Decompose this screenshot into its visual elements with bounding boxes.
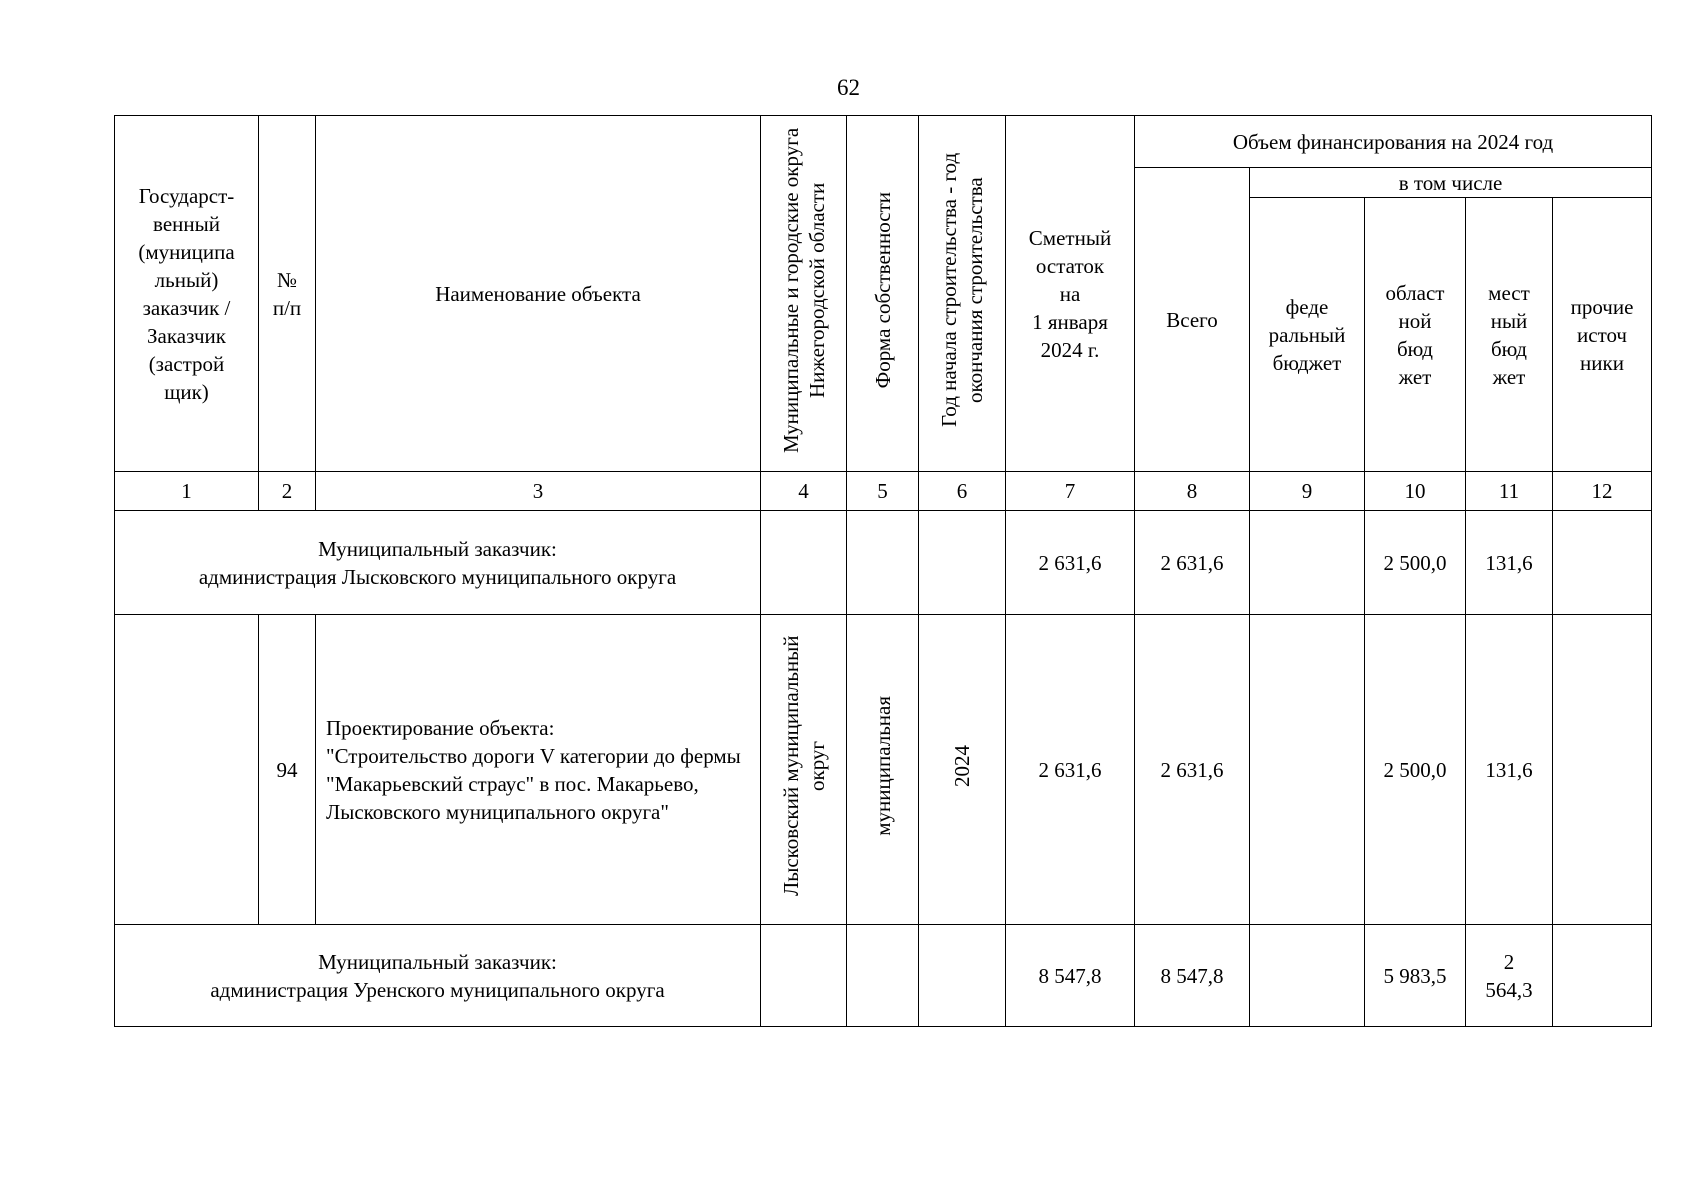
customer-row-uren bbox=[115, 925, 1652, 1027]
cell-federal bbox=[1250, 615, 1365, 925]
column-number: 3 bbox=[316, 472, 761, 511]
column-number: 2 bbox=[259, 472, 316, 511]
cell-regional: 2 500,0 bbox=[1365, 511, 1466, 615]
cell-federal bbox=[1250, 925, 1365, 1027]
column-number: 1 bbox=[115, 472, 259, 511]
header-number: № п/п bbox=[259, 116, 316, 472]
customer-row-lyskovo bbox=[115, 511, 1652, 615]
customer-label: Муниципальный заказчик: администрация Уренского муниципального округа bbox=[115, 925, 761, 1027]
column-number: 7 bbox=[1006, 472, 1135, 511]
cell-years-label: 2024 bbox=[950, 745, 974, 787]
cell-estimated-balance: 8 547,8 bbox=[1006, 925, 1135, 1027]
column-number: 5 bbox=[847, 472, 919, 511]
header-federal-budget: феде ральный бюджет bbox=[1250, 198, 1365, 472]
cell-number: 94 bbox=[259, 615, 316, 925]
column-number: 11 bbox=[1466, 472, 1553, 511]
header-regional-budget: област ной бюд жет bbox=[1365, 198, 1466, 472]
column-number: 9 bbox=[1250, 472, 1365, 511]
cell-district-label: Лысковский муниципальный округ bbox=[778, 635, 829, 897]
cell-other bbox=[1553, 615, 1652, 925]
header-municipal-district-label: Муниципальные и городские округа Нижегородской области bbox=[778, 127, 829, 453]
cell-district bbox=[761, 925, 847, 1027]
cell-total: 8 547,8 bbox=[1135, 925, 1250, 1027]
cell-district bbox=[761, 615, 847, 925]
header-ownership-form-label: Форма собственности bbox=[870, 191, 895, 389]
header-construction-years bbox=[919, 116, 1006, 472]
cell-customer bbox=[115, 615, 259, 925]
cell-ownership-label: муниципальная bbox=[870, 696, 895, 836]
cell-total: 2 631,6 bbox=[1135, 615, 1250, 925]
cell-local: 2 564,3 bbox=[1466, 925, 1553, 1027]
cell-years bbox=[919, 925, 1006, 1027]
page-number: 62 bbox=[837, 75, 860, 100]
header-construction-years-label: Год начала строительства - год окончания строительства bbox=[937, 152, 987, 428]
cell-object-name: Проектирование объекта: "Строительство дороги V категории до фермы "Макарьевский страус" в пос. Макарьево, Лысковского муниципального округа" bbox=[316, 615, 761, 925]
cell-regional: 5 983,5 bbox=[1365, 925, 1466, 1027]
cell-district bbox=[761, 511, 847, 615]
column-numbers-row bbox=[115, 472, 1652, 511]
object-row-94 bbox=[115, 615, 1652, 925]
cell-estimated-balance: 2 631,6 bbox=[1006, 511, 1135, 615]
cell-ownership bbox=[847, 511, 919, 615]
cell-local: 131,6 bbox=[1466, 615, 1553, 925]
header-total: Всего bbox=[1135, 168, 1250, 472]
cell-other bbox=[1553, 511, 1652, 615]
cell-local: 131,6 bbox=[1466, 511, 1553, 615]
header-municipal-district bbox=[761, 116, 847, 472]
cell-total: 2 631,6 bbox=[1135, 511, 1250, 615]
column-number: 8 bbox=[1135, 472, 1250, 511]
financing-table bbox=[114, 115, 1652, 1027]
customer-label: Муниципальный заказчик: администрация Лысковского муниципального округа bbox=[115, 511, 761, 615]
header-object-name: Наименование объекта bbox=[316, 116, 761, 472]
header-row-1 bbox=[115, 116, 1652, 168]
cell-federal bbox=[1250, 511, 1365, 615]
cell-ownership bbox=[847, 615, 919, 925]
header-ownership-form bbox=[847, 116, 919, 472]
column-number: 10 bbox=[1365, 472, 1466, 511]
header-other-sources: прочие источ ники bbox=[1553, 198, 1652, 472]
cell-years bbox=[919, 511, 1006, 615]
column-number: 6 bbox=[919, 472, 1006, 511]
cell-other bbox=[1553, 925, 1652, 1027]
column-number: 12 bbox=[1553, 472, 1652, 511]
header-financing-title: Объем финансирования на 2024 год bbox=[1135, 116, 1652, 168]
header-customer: Государст- венный (муниципа льный) заказчик / Заказчик (застрой щик) bbox=[115, 116, 259, 472]
column-number: 4 bbox=[761, 472, 847, 511]
cell-regional: 2 500,0 bbox=[1365, 615, 1466, 925]
cell-ownership bbox=[847, 925, 919, 1027]
header-estimated-balance: Сметный остаток на 1 января 2024 г. bbox=[1006, 116, 1135, 472]
header-local-budget: мест ный бюд жет bbox=[1466, 198, 1553, 472]
cell-years bbox=[919, 615, 1006, 925]
header-including: в том числе bbox=[1250, 168, 1652, 198]
cell-estimated-balance: 2 631,6 bbox=[1006, 615, 1135, 925]
